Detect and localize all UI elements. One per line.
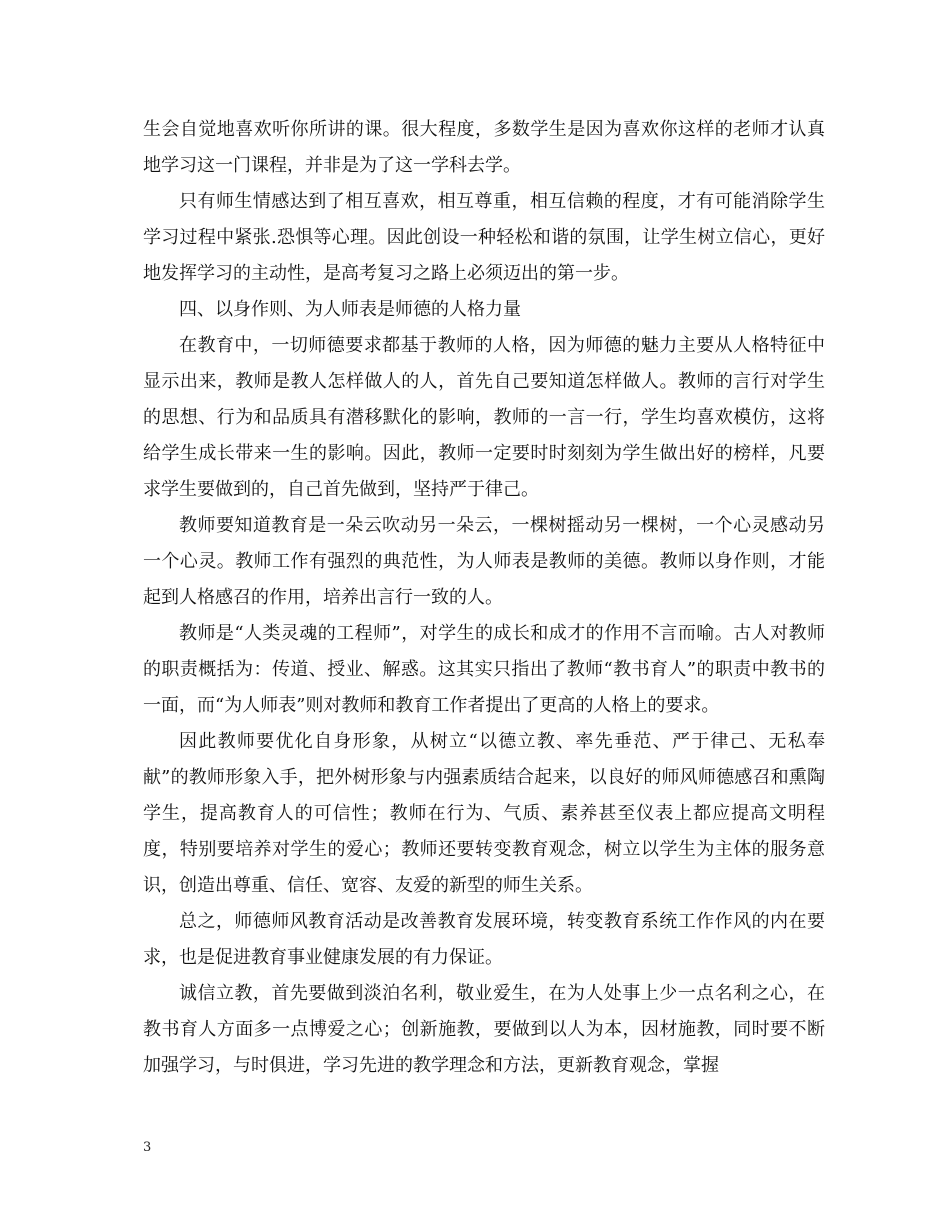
paragraph: 在教育中，一切师德要求都基于教师的人格，因为师德的魅力主要从人格特征中显示出来，教师是教人怎样做人的人，首先自己要知道怎样做人。教师的言行对学生的思想、行为和品质具有潜移默化的影响，教师的一言一行，学生均喜欢模仿，这将给学生成长带来一生的影响。因此，教师一定要时时刻刻为学生做出好的榜样，凡要求学生要做到的，自己首先做到，坚持严于律己。 — [143, 335, 825, 500]
paragraph: 总之，师德师风教育活动是改善教育发展环境，转变教育系统工作作风的内在要求，也是促进教育事业健康发展的有力保证。 — [143, 911, 825, 968]
page-number: 3 — [143, 1140, 152, 1155]
body-text — [143, 112, 825, 1084]
paragraph: 教师是“人类灵魂的工程师”，对学生的成长和成才的作用不言而喻。古人对教师的职责概括为：传道、授业、解惑。这其实只指出了教师“教书育人”的职责中教书的一面，而“为人师表”则对教师和教育工作者提出了更高的人格上的要求。 — [143, 623, 825, 716]
paragraph: 只有师生情感达到了相互喜欢，相互尊重，相互信赖的程度，才有可能消除学生学习过程中紧张.恐惧等心理。因此创设一种轻松和谐的氛围，让学生树立信心，更好地发挥学习的主动性，是高考复习之路上必须迈出的第一步。 — [143, 191, 825, 284]
section-heading: 四、以身作则、为人师表是师德的人格力量 — [179, 299, 521, 320]
paragraph: 因此教师要优化自身形象，从树立“以德立教、率先垂范、严于律己、无私奉献”的教师形象入手，把外树形象与内强素质结合起来，以良好的师风师德感召和熏陶学生，提高教育人的可信性；教师在行为、气质、素养甚至仪表上都应提高文明程度，特别要培养对学生的爱心；教师还要转变教育观念，树立以学生为主体的服务意识，创造出尊重、信任、宽容、友爱的新型的师生关系。 — [143, 731, 825, 896]
paragraph: 教师要知道教育是一朵云吹动另一朵云，一棵树摇动另一棵树，一个心灵感动另一个心灵。教师工作有强烈的典范性，为人师表是教师的美德。教师以身作则，才能起到人格感召的作用，培养出言行一致的人。 — [143, 515, 825, 608]
paragraph: 生会自觉地喜欢听你所讲的课。很大程度，多数学生是因为喜欢你这样的老师才认真地学习这一门课程，并非是为了这一学科去学。 — [143, 119, 825, 176]
paragraph: 诚信立教，首先要做到淡泊名利，敬业爱生，在为人处事上少一点名利之心，在教书育人方面多一点博爱之心；创新施教，要做到以人为本，因材施教，同时要不断加强学习，与时俱进，学习先进的教学理念和方法，更新教育观念，掌握 — [143, 983, 825, 1076]
